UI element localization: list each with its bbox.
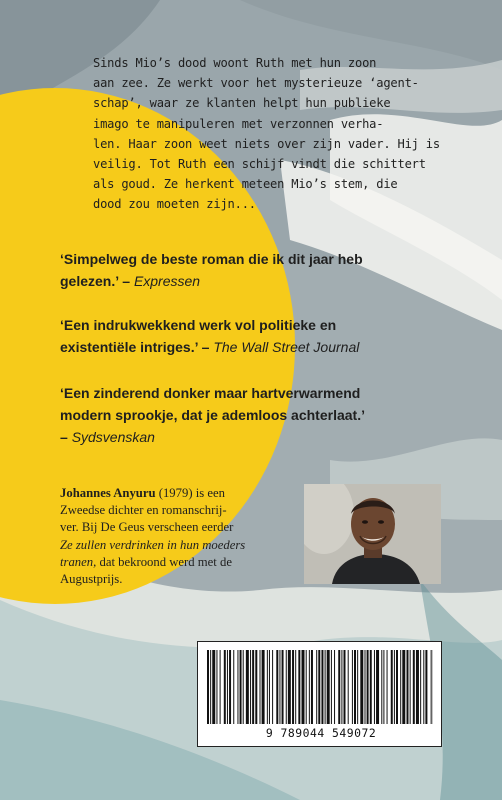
bio-line (60, 537, 300, 554)
quote-line: gelezen.’ (60, 273, 119, 289)
synopsis-line: Sinds Mio’s dood woont Ruth met hun zoon (93, 56, 377, 70)
barcode-bar (255, 650, 257, 724)
barcode-bar (365, 650, 366, 724)
book-title: Ze zullen verdrinken in hun moeders (60, 537, 246, 552)
barcode-bar (252, 650, 254, 724)
barcode-bar (311, 650, 313, 724)
quote-source: Expressen (133, 273, 201, 289)
book-title: tranen, (60, 554, 97, 569)
synopsis-line: len. Haar zoon weet niets over zijn vader. Hij is (93, 136, 440, 151)
barcode-bar (309, 650, 310, 724)
barcode-bar (246, 650, 249, 724)
barcode-bar (327, 650, 330, 724)
synopsis-line: schap’, waar ze klanten helpt hun publieke (93, 96, 391, 111)
barcode-bar (260, 650, 261, 724)
barcode-bar (387, 650, 388, 724)
barcode-bar (360, 650, 363, 724)
barcode-bar (286, 650, 287, 724)
quote-dash: – (60, 429, 72, 445)
barcode-bar (250, 650, 251, 724)
barcode-bar (227, 650, 228, 724)
barcode-bar (282, 650, 284, 724)
barcode-bar (407, 650, 409, 724)
barcode-bar (396, 650, 398, 724)
barcode-bar (400, 650, 401, 724)
barcode-bar (325, 650, 326, 724)
isbn-number: 9 789044 549072 (265, 726, 377, 740)
bio-line: Zweedse dichter en romanschrij- (60, 503, 227, 518)
barcode-bar (431, 650, 432, 724)
quote-line: ‘Simpelweg de beste roman die ik dit jaar heb (60, 251, 363, 267)
barcode-bar (354, 650, 356, 724)
barcode-bar (240, 650, 242, 724)
synopsis-line: als goud. Ze herkent meteen Mio’s stem, die (93, 177, 398, 192)
barcode-bar (410, 650, 411, 724)
barcode-bar (331, 650, 332, 724)
barcode-bar (216, 650, 217, 724)
barcode-bar (298, 650, 300, 724)
barcode-bar (341, 650, 342, 724)
barcode-bar (295, 650, 296, 724)
barcode-bar (306, 650, 307, 724)
barcode-bars (207, 650, 435, 724)
barcode-bar (224, 650, 226, 724)
quote-line: existentiële intriges.’ (60, 339, 198, 355)
quote-line: modern sprookje, dat je ademloos achterlaat.’ (60, 407, 365, 423)
barcode-bar (420, 650, 421, 724)
barcode-bar (316, 650, 317, 724)
barcode-bar (376, 650, 379, 724)
barcode-bar (321, 650, 323, 724)
barcode-bar (272, 650, 273, 724)
barcode-bar (269, 650, 270, 724)
barcode-bar (237, 650, 238, 724)
synopsis-line: veilig. Tot Ruth een schijf vindt die schittert (93, 157, 426, 172)
barcode-bar (394, 650, 395, 724)
barcode-bar (374, 650, 375, 724)
bio-line (60, 485, 300, 502)
barcode-bar (243, 650, 244, 724)
barcode-bar (318, 650, 320, 724)
bio-line: Augustprijs. (60, 572, 123, 587)
bio-text: (1979) is een (155, 486, 225, 500)
barcode-bar (267, 650, 268, 724)
barcode-bar (334, 650, 335, 724)
barcode-bar (212, 650, 215, 724)
review-quote-wsj (60, 314, 480, 358)
barcode-bar (276, 650, 278, 724)
barcode-bar (370, 650, 372, 724)
bio-text: dat bekroond werd met de (96, 554, 232, 569)
synopsis-line: aan zee. Ze werkt voor het mysterieuze ‘agent- (93, 76, 419, 91)
barcode-bar (338, 650, 340, 724)
review-quote-expressen (60, 248, 480, 292)
quote-line: ‘Een zinderend donker maar hartverwarmend (60, 385, 361, 401)
barcode-bar (352, 650, 353, 724)
barcode-bar (383, 650, 384, 724)
synopsis-line: dood zou moeten zijn... (93, 197, 256, 212)
barcode-bar (367, 650, 369, 724)
quote-dash: – (118, 273, 134, 289)
barcode-bar (292, 650, 294, 724)
synopsis-paragraph (93, 53, 463, 215)
barcode-bar (229, 650, 231, 724)
barcode-bar (423, 650, 424, 724)
author-name: Johannes Anyuru (60, 486, 156, 500)
barcode-bar (233, 650, 234, 724)
bio-line (60, 554, 300, 571)
barcode-bar (288, 650, 291, 724)
barcode-bar (357, 650, 358, 724)
barcode-bar (279, 650, 280, 724)
barcode-bar (262, 650, 265, 724)
quote-source: The Wall Street Journal (213, 339, 360, 355)
isbn-barcode (197, 641, 442, 747)
quote-source: Sydsvenskan (71, 429, 155, 445)
author-photo (304, 484, 441, 584)
barcode-bar (302, 650, 305, 724)
barcode-bar (391, 650, 393, 724)
barcode-bar (425, 650, 427, 724)
barcode-bar (344, 650, 346, 724)
quote-line: ‘Een indrukwekkend werk vol politieke en (60, 317, 337, 333)
review-quote-sydsvenskan (60, 382, 480, 448)
quote-dash: – (197, 339, 214, 355)
bio-line: ver. Bij De Geus verscheen eerder (60, 520, 234, 535)
barcode-bar (381, 650, 382, 724)
barcode-bar (220, 650, 221, 724)
barcode-bar (210, 650, 211, 724)
barcode-bar (402, 650, 405, 724)
barcode-bar (413, 650, 415, 724)
barcode-bar (207, 650, 209, 724)
synopsis-line: imago te manipuleren met verzonnen verha- (93, 116, 384, 131)
barcode-bar (348, 650, 349, 724)
barcode-bar (416, 650, 419, 724)
author-bio (60, 485, 300, 588)
